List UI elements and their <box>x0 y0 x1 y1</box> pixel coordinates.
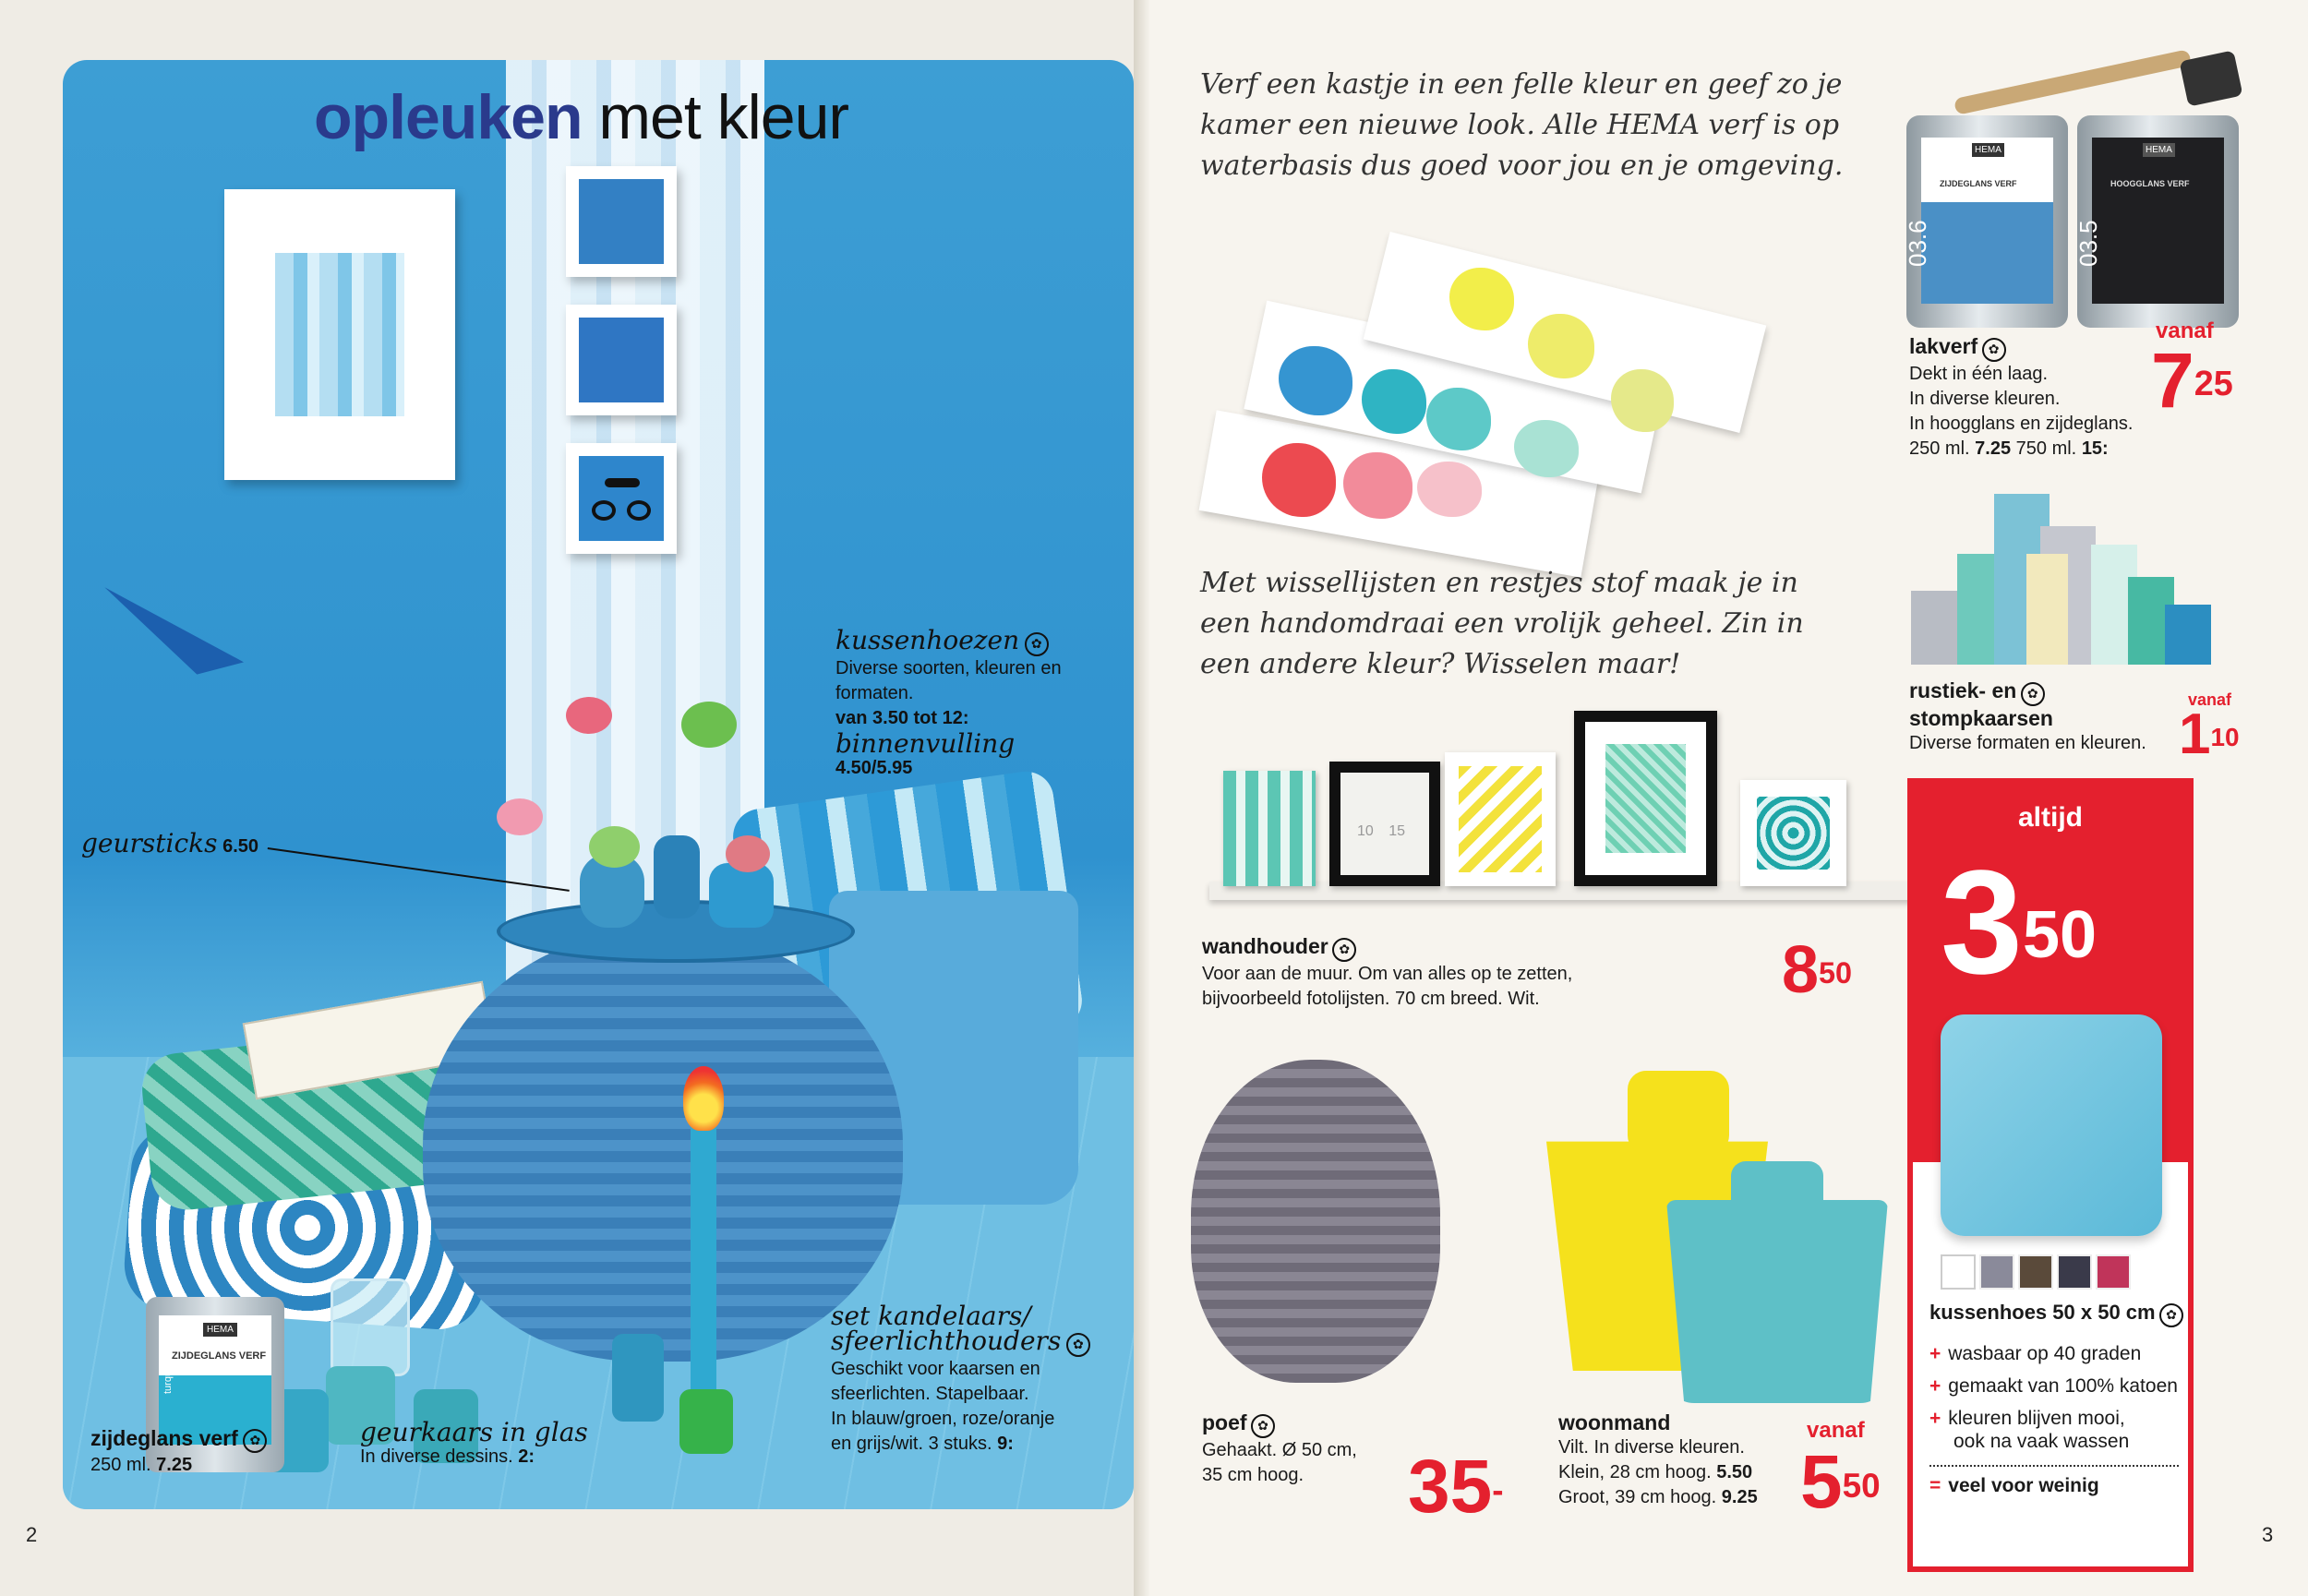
promo-box <box>1907 778 2194 1572</box>
woonmand-title: woonmand <box>1558 1410 1671 1434</box>
kussenhoezen-text: Diverse soorten, kleuren en formaten. <box>835 658 1062 703</box>
wandhouder-line-2: bijvoorbeeld fotolijsten. 70 cm breed. Wit. <box>1202 988 1540 1009</box>
promo-bullet-4-text: ook na vaak wassen <box>1953 1431 2130 1452</box>
zijdeglans-text: 250 ml. <box>90 1455 151 1475</box>
flower-2 <box>681 702 737 748</box>
basket-yellow-handle <box>1628 1071 1729 1154</box>
caption-geurkaars <box>360 1417 588 1470</box>
paint-can-color: turquoise <box>162 1351 174 1394</box>
scented-candle-1 <box>331 1278 410 1376</box>
frame-clock-numbers: 10 15 <box>1357 823 1406 839</box>
mid-line-3: een andere kleur? Wisselen maar! <box>1200 648 1681 680</box>
paint-can-label: ZIJDEGLANS VERF <box>172 1350 267 1362</box>
binnenvulling-price: 4.50/5.95 <box>835 758 913 778</box>
zijdeglans-title: zijdeglans verf <box>90 1426 238 1450</box>
leaf-icon: ✿ <box>2159 1303 2183 1327</box>
candle-8 <box>2165 605 2211 665</box>
frame-floral <box>1740 780 1846 886</box>
promo-bullet-2: + gemaakt van 100% katoen <box>1929 1375 2178 1397</box>
lakverf-price-sup: 25 <box>2194 364 2233 403</box>
poef-price <box>1408 1445 1504 1529</box>
lakverf-price-main: 7 <box>2151 337 2194 424</box>
kandelaars-line-2: sfeerlichten. Stapelbaar. <box>831 1384 1029 1404</box>
lakverf-line-1: Dekt in één laag. <box>1909 363 2049 384</box>
leaf-icon: ✿ <box>1066 1333 1090 1357</box>
kandelaars-line-3: In blauw/groen, roze/oranje <box>831 1409 1055 1429</box>
woonmand-line-1: Vilt. In diverse kleuren. <box>1558 1437 1745 1458</box>
paint-blob-mint <box>1514 420 1579 477</box>
wandhouder-title: wandhouder <box>1202 934 1328 958</box>
can-2-brand: HEMA <box>2143 143 2175 157</box>
kaarsen-price <box>2179 702 2240 766</box>
woonmand-vanaf: vanaf <box>1807 1418 1865 1443</box>
kaarsen-text: Diverse formaten en kleuren. <box>1909 732 2146 753</box>
intro-line-2: kamer een nieuwe look. Alle HEMA verf is op <box>1200 109 1840 141</box>
kaarsen-price-sup: 10 <box>2210 722 2240 751</box>
kandelaars-title-1: set kandelaars/ <box>831 1301 1031 1331</box>
flame-icon <box>683 1066 724 1131</box>
vase-3 <box>709 863 774 928</box>
basket-teal <box>1666 1200 1888 1403</box>
lakverf-price <box>2151 337 2233 424</box>
geursticks-title: geursticks <box>81 828 218 858</box>
candle-holder-blue <box>612 1334 664 1422</box>
can-2-code: 03.5 <box>2074 220 2102 267</box>
lakverf-title: lakverf <box>1909 334 1978 358</box>
can-1-swatch <box>1921 202 2053 304</box>
leaf-icon: ✿ <box>243 1429 267 1453</box>
swatch-charcoal <box>2057 1254 2092 1290</box>
lakverf-block <box>1909 334 2186 462</box>
promo-price <box>1941 839 2098 1004</box>
zijdeglans-price: 7.25 <box>156 1455 193 1475</box>
mid-text <box>1200 563 1865 685</box>
promo-divider <box>1929 1465 2179 1467</box>
caption-geursticks <box>81 828 259 859</box>
wandhouder-price-sup: 50 <box>1819 956 1853 990</box>
flower-4 <box>589 826 640 868</box>
kaarsen-block <box>1909 678 2186 756</box>
paint-brush <box>1953 49 2192 115</box>
paint-can-zijdeglans <box>1906 115 2068 328</box>
promo-bullet-3: + kleuren blijven mooi, <box>1929 1408 2125 1429</box>
promo-title: kussenhoes 50 x 50 cm <box>1929 1301 2156 1324</box>
poef-block <box>1202 1410 1387 1488</box>
poef-line-2: 35 cm hoog. <box>1202 1464 1304 1485</box>
lakverf-line-4b: 7.25 <box>1975 438 2012 459</box>
kandelaars-line-4: en grijs/wit. 3 stuks. <box>831 1434 992 1454</box>
promo-bullet-3b <box>1953 1430 2129 1454</box>
promo-cushion <box>1941 1014 2162 1236</box>
can-1-code: 03.6 <box>1904 220 1931 267</box>
candle-5 <box>2026 554 2068 665</box>
woonmand-price-main: 5 <box>1800 1440 1843 1524</box>
tall-candle <box>691 1122 716 1408</box>
promo-bullet-1-text: wasbaar op 40 graden <box>1948 1343 2142 1364</box>
leaf-icon: ✿ <box>1025 632 1049 656</box>
leaf-icon: ✿ <box>1982 338 2006 362</box>
can-1-brand: HEMA <box>1972 143 2004 157</box>
mid-line-2: een handomdraai een vrolijk geheel. Zin in <box>1200 607 1804 640</box>
candle-group <box>1911 489 2216 665</box>
poef-price-sup: - <box>1492 1470 1504 1509</box>
lakverf-line-2: In diverse kleuren. <box>1909 388 2061 409</box>
woonmand-line-2a: Klein, 28 cm hoog. <box>1558 1462 1712 1482</box>
woonmand-line-3b: 9.25 <box>1721 1487 1758 1507</box>
page-number-right: 3 <box>2262 1523 2274 1546</box>
promo-conclusion: = veel voor weinig <box>1929 1475 2099 1496</box>
promo-bullet-1: + wasbaar op 40 graden <box>1929 1343 2142 1364</box>
lakverf-line-3: In hoogglans en zijdeglans. <box>1909 413 2134 434</box>
geursticks-price: 6.50 <box>222 836 259 857</box>
page-number-left: 2 <box>26 1523 38 1546</box>
swatch-white <box>1941 1254 1976 1290</box>
caption-kandelaars <box>831 1303 1136 1457</box>
paint-blob-yellow <box>1449 268 1514 330</box>
geurkaars-text: In diverse dessins. <box>360 1446 513 1467</box>
paint-blob-pink <box>1343 452 1412 519</box>
swatch-lilac <box>1979 1254 2014 1290</box>
kaarsen-title-1: rustiek- en <box>1909 678 2017 702</box>
kandelaars-line-1: Geschikt voor kaarsen en <box>831 1359 1040 1379</box>
title-bold: opleuken <box>314 82 583 152</box>
kaarsen-title-2: stompkaarsen <box>1909 705 2053 730</box>
lakverf-line-4c: 750 ml. <box>2015 438 2077 459</box>
intro-text <box>1200 65 1902 186</box>
promo-bullet-3-text: kleuren blijven mooi, <box>1948 1408 2125 1429</box>
lakverf-line-4d: 15: <box>2081 438 2109 459</box>
binnenvulling-title: binnenvulling <box>835 728 1016 759</box>
paint-blob-yellow-2 <box>1528 314 1594 378</box>
woonmand-line-3a: Groot, 39 cm hoog. <box>1558 1487 1717 1507</box>
basket-teal-handle <box>1731 1161 1823 1226</box>
woonmand-block <box>1558 1410 1798 1510</box>
paint-blob-teal <box>1362 369 1426 434</box>
vase-2 <box>654 835 700 918</box>
paint-blob-aqua <box>1426 388 1491 450</box>
poef-title: poef <box>1202 1410 1247 1434</box>
small-frame-2 <box>566 305 677 415</box>
caption-zijdeglans <box>90 1426 267 1478</box>
woonmand-price <box>1800 1440 1881 1524</box>
intro-line-1: Verf een kastje in een felle kleur en geef zo je <box>1200 68 1843 101</box>
lakverf-vanaf: vanaf <box>2156 318 2214 343</box>
paper-bird <box>94 572 244 692</box>
glasses-icon <box>592 500 651 522</box>
promo-price-sup: 50 <box>2022 898 2098 972</box>
leaf-icon: ✿ <box>2021 682 2045 706</box>
flower-3 <box>497 798 543 835</box>
frame-yellow <box>1445 752 1556 886</box>
paint-brush-head <box>2179 50 2242 106</box>
kaarsen-vanaf: vanaf <box>2188 690 2232 709</box>
kussenhoezen-price: van 3.50 tot 12: <box>835 708 969 728</box>
geurkaars-title: geurkaars in glas <box>360 1417 588 1447</box>
kandelaars-title-2: sfeerlichthouders <box>831 1326 1062 1356</box>
kaarsen-price-main: 1 <box>2179 702 2211 766</box>
wandhouder-price <box>1782 933 1853 1007</box>
leaf-icon: ✿ <box>1251 1414 1275 1438</box>
can-2-label: HOOGGLANS VERF <box>2110 179 2190 188</box>
mid-line-1: Met wissellijsten en restjes stof maak je in <box>1200 567 1798 599</box>
caption-kussenhoezen <box>835 625 1140 781</box>
poef-price-main: 35 <box>1408 1445 1493 1529</box>
wandhouder-line-1: Voor aan de muur. Om van alles op te zetten, <box>1202 963 1573 984</box>
small-frame-3 <box>566 443 677 554</box>
poef-line-1: Gehaakt. Ø 50 cm, <box>1202 1439 1357 1460</box>
small-frame-1 <box>566 166 677 277</box>
left-page <box>0 0 1149 1596</box>
promo-bullet-2-text: gemaakt van 100% katoen <box>1948 1375 2178 1397</box>
promo-header-label: altijd <box>2017 802 2083 833</box>
poef-image <box>1191 1060 1440 1383</box>
candle-1 <box>1911 591 1962 665</box>
knitted-pouf <box>423 928 903 1362</box>
frame-mint <box>1574 711 1717 886</box>
flower-1 <box>566 697 612 734</box>
leaf-icon: ✿ <box>1332 938 1356 962</box>
page-title <box>314 81 848 153</box>
wandhouder-price-main: 8 <box>1782 933 1820 1007</box>
frame-stripes <box>1223 771 1316 886</box>
paint-can-brand: HEMA <box>203 1323 237 1337</box>
promo-price-main: 3 <box>1941 839 2023 1004</box>
lakverf-line-4a: 250 ml. <box>1909 438 1970 459</box>
promo-title-row <box>1929 1301 2188 1327</box>
title-rest: met kleur <box>598 82 849 152</box>
woonmand-price-sup: 50 <box>1842 1466 1881 1505</box>
paint-blob-yellow-3 <box>1611 369 1674 432</box>
flower-5 <box>726 835 770 872</box>
wandhouder-block <box>1202 934 1719 1012</box>
large-wall-frame <box>224 189 455 480</box>
swatch-magenta <box>2096 1254 2131 1290</box>
paint-blob-pink-light <box>1417 462 1482 517</box>
geurkaars-price: 2: <box>518 1446 535 1467</box>
swatch-brown <box>2018 1254 2053 1290</box>
promo-conclusion-text: veel voor weinig <box>1948 1475 2099 1496</box>
paint-can-hoogglans <box>2074 115 2239 328</box>
kandelaars-price: 9: <box>997 1434 1014 1454</box>
intro-line-3: waterbasis dus goed voor jou en je omgeving. <box>1200 150 1844 182</box>
candle-holder-green <box>679 1389 733 1454</box>
can-1-label: ZIJDEGLANS VERF <box>1940 179 2017 188</box>
kussenhoezen-title: kussenhoezen <box>835 625 1020 655</box>
room-photo <box>63 60 1134 1509</box>
frame-clock <box>1329 762 1440 886</box>
mustache-icon <box>605 478 640 487</box>
woonmand-line-2b: 5.50 <box>1716 1462 1753 1482</box>
